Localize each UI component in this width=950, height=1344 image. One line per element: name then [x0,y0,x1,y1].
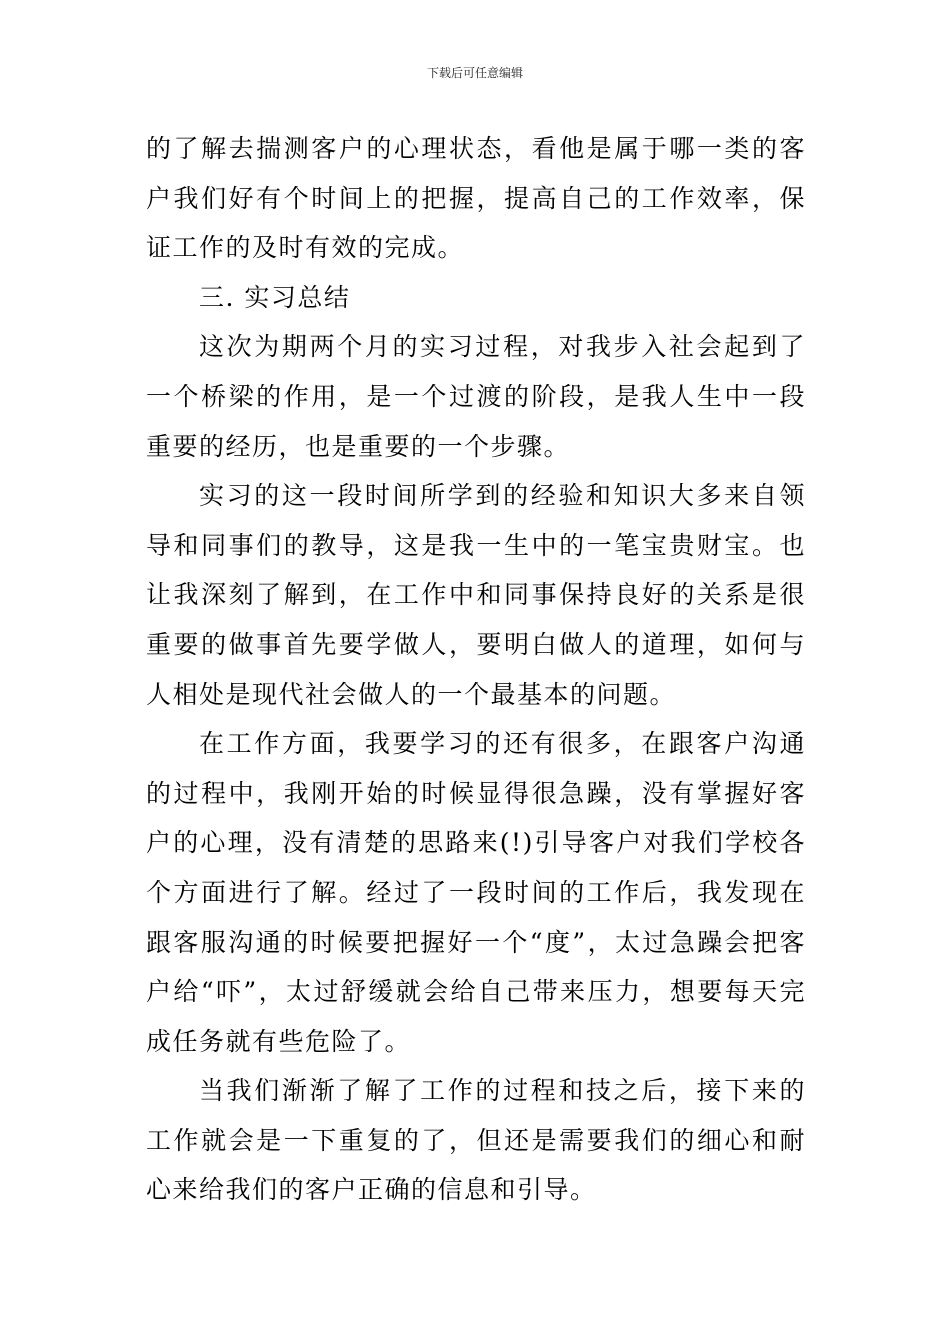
section-heading-internship-summary: 三. 实习总结 [199,282,351,312]
paragraph-work-aspects: 在工作方面，我要学习的还有很多，在跟客户沟通的过程中，我刚开始的时候显得很急躁，没有掌握好客户的心理，没有清楚的思路来(!)引导客户对我们学校各个方面进行了解。经过了一段时间的工作后，我发现在跟客服沟通的时候要把握好一个“度”，太过急躁会把客户给“吓”，太过舒缓就会给自己带来压力，想要每天完成任务就有些危险了。 [146,729,806,1056]
paragraph-closing: 当我们渐渐了解了工作的过程和技之后，接下来的工作就会是一下重复的了，但还是需要我们的细心和耐心来给我们的客户正确的信息和引导。 [146,1076,806,1205]
paragraph-internship-overview: 这次为期两个月的实习过程，对我步入社会起到了一个桥梁的作用，是一个过渡的阶段，是我人生中一段重要的经历，也是重要的一个步骤。 [146,332,806,461]
page-header-note: 下载后可任意编辑 [426,66,523,80]
paragraph-continuation: 的了解去揣测客户的心理状态，看他是属于哪一类的客户我们好有个时间上的把握，提高自己的工作效率，保证工作的及时有效的完成。 [146,134,806,263]
document-body [146,124,806,1215]
paragraph-lessons-learned: 实习的这一段时间所学到的经验和知识大多来自领导和同事们的教导，这是我一生中的一笔宝贵财宝。也让我深刻了解到，在工作中和同事保持良好的关系是很重要的做事首先要学做人，要明白做人的道理，如何与人相处是现代社会做人的一个最基本的问题。 [146,481,806,709]
